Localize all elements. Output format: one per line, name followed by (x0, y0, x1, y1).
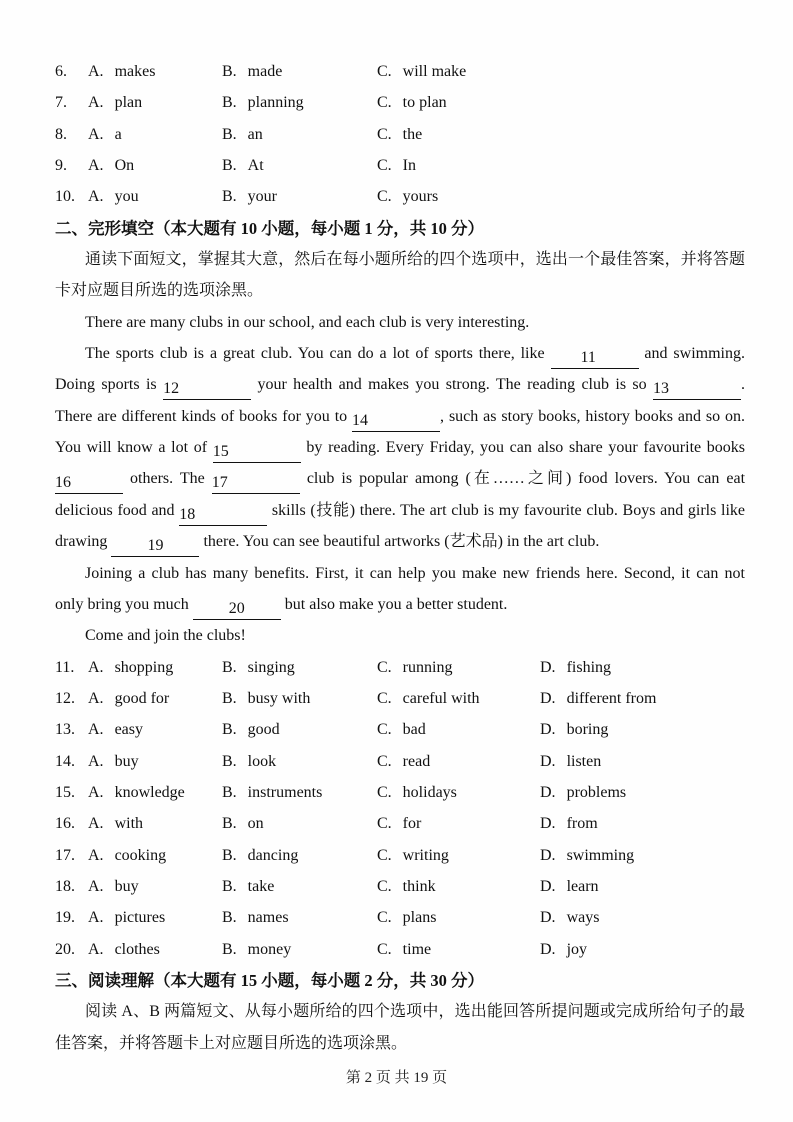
question-row (55, 119, 745, 150)
option-text: In (402, 157, 416, 175)
passage-text: You will know a lot of (55, 439, 208, 457)
question-row (55, 714, 745, 745)
passage-text: The sports club is a great club. You can do a lot of sports there, like (85, 345, 545, 363)
option-cell (222, 150, 377, 181)
cloze-instruction-line: 卡对应题目所选的选项涂黑。 (55, 282, 264, 300)
option-label: C. (377, 658, 392, 676)
question-number: 14. (55, 752, 75, 770)
option-text: a (114, 125, 122, 143)
option-label: D. (540, 721, 556, 739)
passage-text: There are different kinds of books for you to (55, 407, 348, 425)
option-label: A. (88, 721, 104, 739)
option-cell (88, 808, 222, 839)
option-label: B. (222, 940, 237, 958)
passage-line (55, 620, 745, 651)
option-label: A. (88, 846, 104, 864)
option-label: C. (377, 877, 392, 895)
passage-line (55, 463, 745, 494)
option-label: C. (377, 63, 392, 80)
option-text: ways (566, 909, 600, 927)
question-number: 6. (55, 63, 67, 80)
question-row (55, 683, 745, 714)
option-cell (222, 87, 377, 118)
option-cell (88, 902, 222, 933)
option-cell (222, 871, 377, 902)
passage-line (55, 589, 745, 620)
question-number: 13. (55, 721, 75, 739)
option-text: listen (566, 752, 602, 770)
question-number: 15. (55, 783, 75, 801)
option-cell (377, 808, 540, 839)
option-label: A. (88, 877, 104, 895)
option-cell (540, 934, 745, 965)
option-cell (88, 777, 222, 808)
option-label: C. (377, 846, 392, 864)
option-cell (88, 652, 222, 683)
option-text: instruments (247, 783, 323, 801)
option-text: with (114, 815, 144, 833)
option-label: B. (222, 783, 237, 801)
passage-text: but also make you a better student. (284, 595, 508, 613)
option-text: your (247, 188, 277, 206)
option-cell (540, 652, 745, 683)
passage-line (55, 558, 745, 589)
option-cell (222, 56, 377, 87)
option-text: buy (114, 877, 139, 895)
option-cell (88, 871, 222, 902)
option-cell (540, 714, 745, 745)
cloze-instructions (55, 244, 745, 307)
cloze-instruction-line: 通读下面短文，掌握其大意，然后在每小题所给的四个选项中，选出一个最佳答案，并将答题 (85, 251, 745, 269)
question-row (55, 652, 745, 683)
option-cell (377, 777, 540, 808)
option-text: on (247, 815, 264, 833)
passage-line (55, 338, 745, 369)
option-label: B. (222, 909, 237, 927)
option-cell (377, 150, 540, 181)
option-label: C. (377, 909, 392, 927)
option-cell (222, 777, 377, 808)
option-text: bad (402, 721, 426, 739)
passage-text: by reading. Every Friday, you can also share your favourite books (306, 439, 745, 457)
option-text: knowledge (114, 783, 185, 801)
passage-text: Come and join the clubs! (85, 627, 246, 645)
question-row (55, 871, 745, 902)
option-label: C. (377, 783, 392, 801)
passage-text: your health and makes you strong. The reading club is so (257, 376, 647, 394)
option-label: B. (222, 157, 237, 175)
option-text: plans (402, 909, 437, 927)
option-text: singing (247, 658, 295, 676)
option-label: D. (540, 877, 556, 895)
option-label: C. (377, 157, 392, 175)
option-label: B. (222, 846, 237, 864)
option-cell (377, 871, 540, 902)
reading-instruction-line: 佳答案，并将答题卡上对应题目所选的选项涂黑。 (55, 1034, 408, 1052)
option-label: C. (377, 188, 392, 206)
option-text: made (247, 63, 283, 80)
option-cell (377, 840, 540, 871)
blank-16: 16 (55, 473, 123, 494)
option-text: take (247, 877, 275, 895)
question-number: 17. (55, 846, 75, 864)
passage-text: there. You can see beautiful artworks (艺术品) in the art club. (203, 533, 600, 551)
option-label: C. (377, 721, 392, 739)
option-label: D. (540, 846, 556, 864)
option-cell (222, 902, 377, 933)
option-label: D. (540, 940, 556, 958)
passage-text: Doing sports is (55, 376, 157, 394)
question-number: 8. (55, 125, 67, 143)
blank-15: 15 (213, 442, 301, 463)
option-text: learn (566, 877, 599, 895)
question-row (55, 150, 745, 181)
cloze-section-heading: 二、完形填空（本大题有 10 小题，每小题 1 分，共 10 分） (55, 218, 484, 238)
option-text: names (247, 909, 289, 927)
option-label: C. (377, 689, 392, 707)
option-cell (540, 808, 745, 839)
question-row (55, 87, 745, 118)
option-label: A. (88, 752, 104, 770)
option-text: busy with (247, 689, 311, 707)
option-text: different from (566, 689, 657, 707)
option-text: shopping (114, 658, 174, 676)
option-label: B. (222, 658, 237, 676)
option-cell (88, 87, 222, 118)
option-text: clothes (114, 940, 160, 958)
option-cell (88, 150, 222, 181)
option-cell (377, 902, 540, 933)
option-cell (377, 87, 540, 118)
option-text: buy (114, 752, 139, 770)
option-cell (377, 56, 540, 87)
option-text: planning (247, 94, 304, 112)
passage-text: delicious food and (55, 501, 175, 519)
option-cell (540, 777, 745, 808)
reading-instruction-line: 阅读 A、B 两篇短文、从每小题所给的四个选项中，选出能回答所提问题或完成所给句子的最 (85, 1003, 745, 1021)
option-text: cooking (114, 846, 167, 864)
question-number: 7. (55, 94, 67, 112)
question-row (55, 808, 745, 839)
option-cell (540, 683, 745, 714)
option-label: A. (88, 125, 104, 143)
question-number: 11. (55, 658, 75, 676)
option-cell (222, 714, 377, 745)
option-cell (222, 652, 377, 683)
option-text: On (114, 157, 135, 175)
option-text: problems (566, 783, 627, 801)
option-label: B. (222, 125, 237, 143)
passage-line (55, 307, 745, 338)
question-number: 19. (55, 909, 75, 927)
option-text: you (114, 188, 139, 206)
option-cell (377, 746, 540, 777)
option-label: B. (222, 689, 237, 707)
option-text: to plan (402, 94, 447, 112)
passage-text: others. The (130, 470, 205, 488)
option-text: the (402, 125, 423, 143)
option-label: C. (377, 752, 392, 770)
option-label: B. (222, 63, 237, 80)
passage-text: only bring you much (55, 595, 189, 613)
option-label: B. (222, 94, 237, 112)
option-text: joy (566, 940, 588, 958)
option-text: running (402, 658, 453, 676)
blank-19: 19 (111, 536, 199, 557)
passage-line (55, 526, 745, 557)
option-cell (88, 683, 222, 714)
passage-text: skills (技能) there. The art club is my favourite club. Boys and girls like (271, 501, 745, 519)
question-number: 20. (55, 940, 75, 958)
option-cell (222, 181, 377, 212)
option-label: D. (540, 783, 556, 801)
option-label: D. (540, 689, 556, 707)
option-cell (222, 934, 377, 965)
option-text: good (247, 721, 280, 739)
question-row (55, 777, 745, 808)
option-label: A. (88, 94, 104, 112)
option-text: holidays (402, 783, 457, 801)
option-text: At (247, 157, 264, 175)
option-text: dancing (247, 846, 299, 864)
page-number-footer: 第 2 页 共 19 页 (345, 1070, 448, 1086)
option-text: boring (566, 721, 609, 739)
option-label: A. (88, 658, 104, 676)
option-label: A. (88, 157, 104, 175)
option-text: time (402, 940, 432, 958)
blank-11: 11 (551, 348, 639, 369)
option-text: pictures (114, 909, 166, 927)
option-cell (88, 746, 222, 777)
option-text: yours (402, 188, 439, 206)
option-label: B. (222, 815, 237, 833)
reading-section-heading: 三、阅读理解（本大题有 15 小题，每小题 2 分，共 30 分） (55, 970, 484, 990)
passage-line (55, 369, 745, 400)
option-label: D. (540, 909, 556, 927)
passage-text: club is popular among (在……之间) food lovers. You can eat (306, 470, 745, 488)
option-cell (222, 119, 377, 150)
option-cell (88, 56, 222, 87)
option-label: C. (377, 940, 392, 958)
blank-18: 18 (179, 505, 267, 526)
option-cell (377, 683, 540, 714)
passage-text: drawing (55, 533, 108, 551)
option-cell (540, 840, 745, 871)
option-label: A. (88, 815, 104, 833)
option-cell (377, 652, 540, 683)
question-number: 10. (55, 188, 75, 206)
option-text: writing (402, 846, 449, 864)
option-label: A. (88, 63, 104, 80)
option-text: an (247, 125, 263, 143)
option-cell (88, 119, 222, 150)
option-text: easy (114, 721, 143, 739)
option-text: will make (402, 63, 467, 80)
passage-text: . (741, 376, 745, 394)
option-label: B. (222, 752, 237, 770)
question-row (55, 840, 745, 871)
blank-17: 17 (212, 473, 300, 494)
option-cell (540, 746, 745, 777)
question-number: 9. (55, 157, 67, 175)
question-row (55, 934, 745, 965)
option-text: money (247, 940, 292, 958)
option-label: B. (222, 188, 237, 206)
option-label: D. (540, 815, 556, 833)
option-text: careful with (402, 689, 480, 707)
option-text: plan (114, 94, 143, 112)
question-number: 18. (55, 877, 75, 895)
option-cell (88, 840, 222, 871)
question-row (55, 746, 745, 777)
blank-20: 20 (193, 599, 281, 620)
option-label: B. (222, 877, 237, 895)
option-text: good for (114, 689, 170, 707)
question-number: 12. (55, 689, 75, 707)
blank-13: 13 (653, 379, 741, 400)
question-number: 16. (55, 815, 75, 833)
option-cell (88, 714, 222, 745)
option-cell (222, 746, 377, 777)
option-label: A. (88, 689, 104, 707)
blank-14: 14 (352, 411, 440, 432)
option-cell (540, 902, 745, 933)
question-row (55, 181, 745, 212)
option-label: D. (540, 658, 556, 676)
option-label: B. (222, 721, 237, 739)
passage-text: Joining a club has many benefits. First, it can help you make new friends here. Second, it can not (85, 564, 745, 582)
option-label: C. (377, 815, 392, 833)
option-cell (377, 934, 540, 965)
passage-line (55, 495, 745, 526)
questions-11-20-block (55, 652, 745, 965)
option-label: A. (88, 188, 104, 206)
question-row (55, 902, 745, 933)
option-cell (222, 840, 377, 871)
option-cell (222, 683, 377, 714)
reading-instructions (55, 996, 745, 1059)
passage-text: There are many clubs in our school, and each club is very interesting. (85, 313, 530, 331)
option-text: read (402, 752, 431, 770)
question-row (55, 56, 745, 87)
passage-line (55, 432, 745, 463)
passage-text: , such as story books, history books and so on. (440, 407, 745, 425)
option-text: from (566, 815, 598, 833)
option-label: C. (377, 125, 392, 143)
option-cell (88, 181, 222, 212)
option-label: A. (88, 783, 104, 801)
option-text: swimming (566, 846, 635, 864)
option-label: C. (377, 94, 392, 112)
option-label: A. (88, 909, 104, 927)
questions-6-10-block (55, 56, 745, 213)
passage-line (55, 401, 745, 432)
option-cell (540, 871, 745, 902)
option-text: fishing (566, 658, 612, 676)
option-cell (377, 119, 540, 150)
passage-text: and swimming. (644, 345, 745, 363)
option-text: makes (114, 63, 156, 80)
option-label: A. (88, 940, 104, 958)
option-text: for (402, 815, 422, 833)
option-text: look (247, 752, 277, 770)
option-cell (377, 181, 540, 212)
option-cell (377, 714, 540, 745)
blank-12: 12 (163, 379, 251, 400)
option-label: D. (540, 752, 556, 770)
option-cell (88, 934, 222, 965)
option-cell (222, 808, 377, 839)
cloze-passage (55, 307, 745, 652)
option-text: think (402, 877, 436, 895)
